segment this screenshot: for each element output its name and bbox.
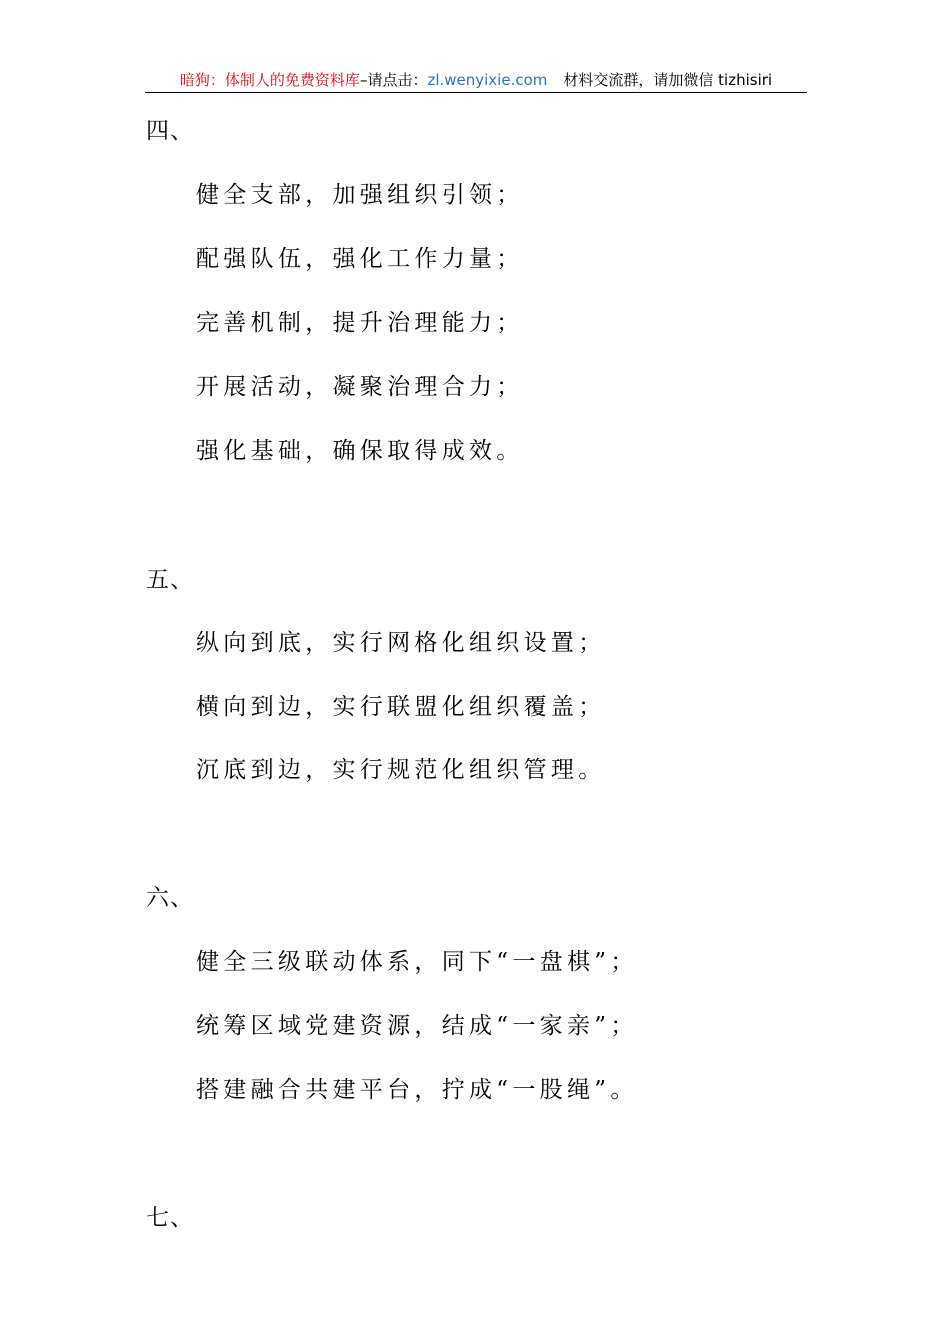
header-click-text: –请点击： <box>359 71 428 89</box>
section-heading-7: 七、 <box>146 1205 194 1231</box>
section-4-item-3: 完善机制，提升治理能力； <box>196 310 524 336</box>
page-header <box>145 68 807 93</box>
section-5-item-3: 沉底到边，实行规范化组织管理。 <box>196 757 606 783</box>
section-6-item-2: 统筹区域党建资源，结成“一家亲”； <box>196 1013 638 1039</box>
section-6-item-3: 搭建融合共建平台，拧成“一股绳”。 <box>196 1077 638 1103</box>
section-heading-6: 六、 <box>146 885 194 911</box>
section-5-item-2: 横向到边，实行联盟化组织覆盖； <box>196 694 606 720</box>
section-6-item-1: 健全三级联动体系，同下“一盘棋”； <box>196 949 638 975</box>
header-group-text: 材料交流群，请加微信 tizhisiri <box>563 71 773 89</box>
section-4-item-1: 健全支部，加强组织引领； <box>196 182 524 208</box>
section-4-item-4: 开展活动，凝聚治理合力； <box>196 374 524 400</box>
section-heading-4: 四、 <box>146 118 194 144</box>
section-heading-5: 五、 <box>146 567 194 593</box>
header-url-link[interactable]: zl.wenyixie.com <box>427 71 548 89</box>
header-brand-text: 暗狗：体制人的免费资料库 <box>179 71 360 89</box>
section-5-item-1: 纵向到底，实行网格化组织设置； <box>196 630 606 656</box>
section-4-item-2: 配强队伍，强化工作力量； <box>196 246 524 272</box>
section-4-item-5: 强化基础，确保取得成效。 <box>196 438 524 464</box>
